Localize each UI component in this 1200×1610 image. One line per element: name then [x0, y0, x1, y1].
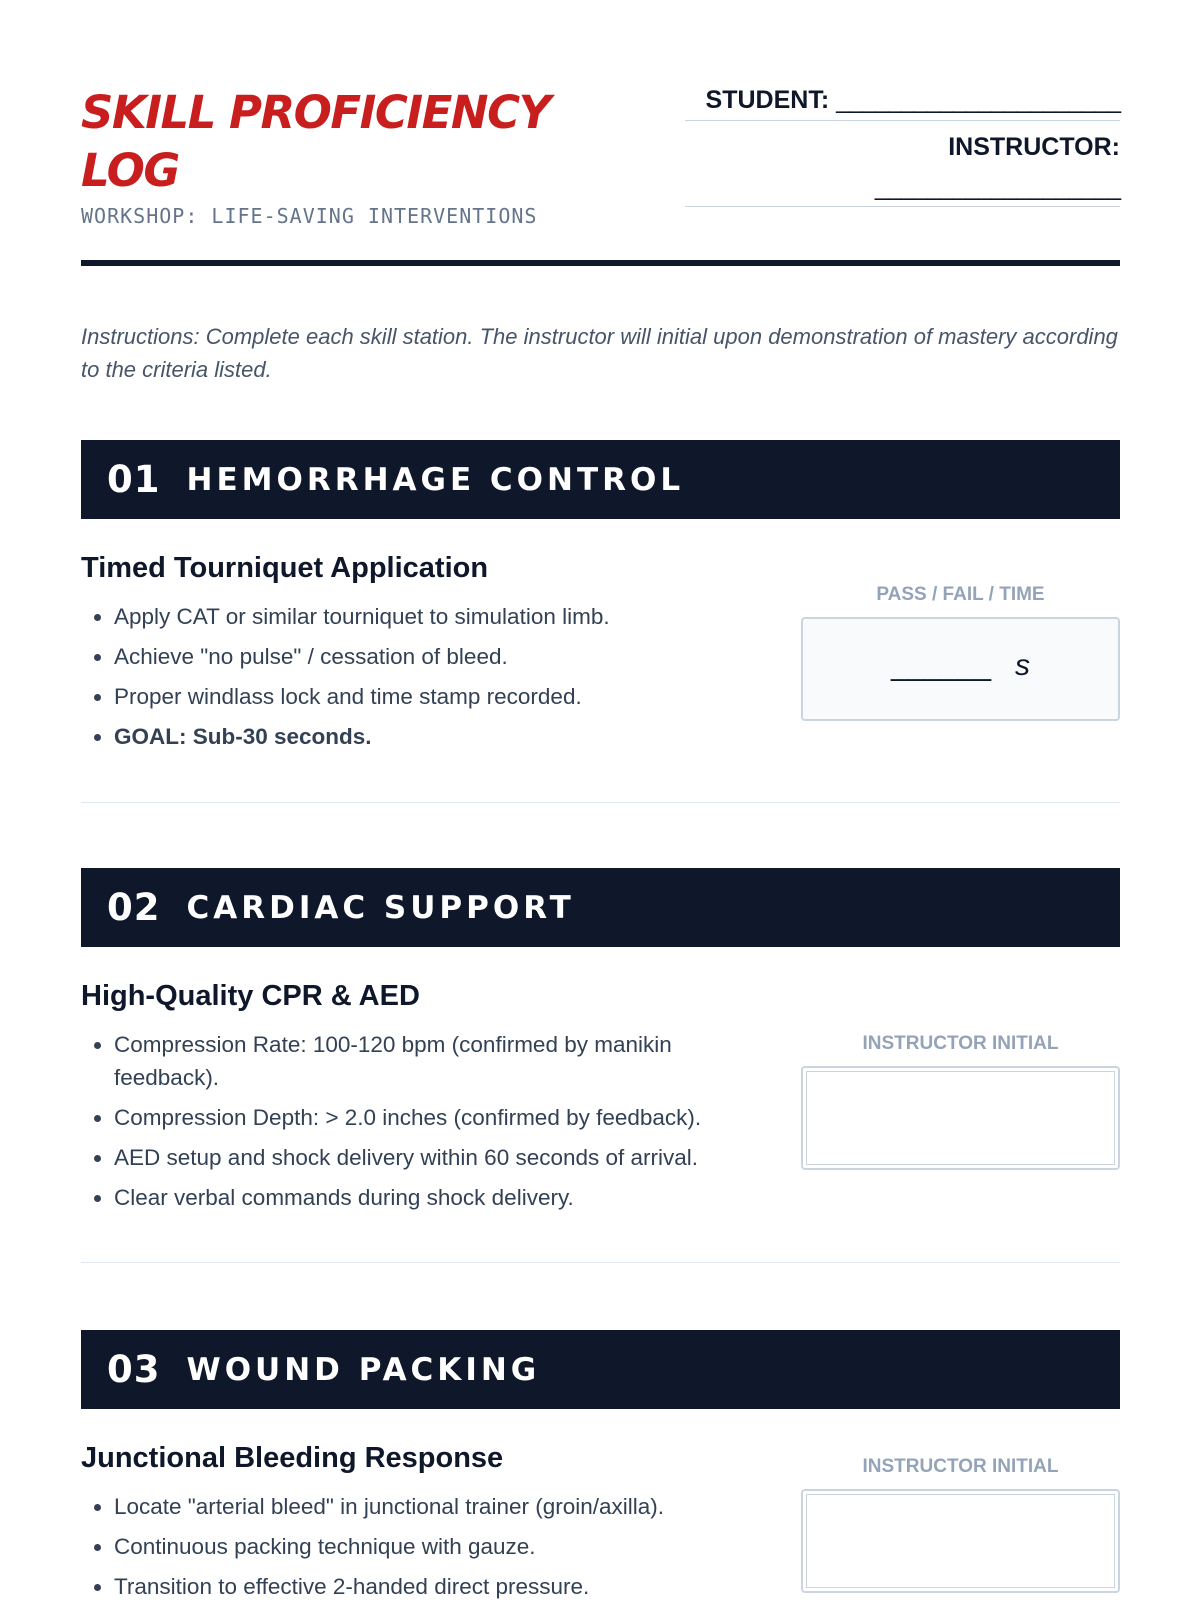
instructor-initial-box[interactable]: [801, 1489, 1120, 1593]
section-header: [81, 1330, 1120, 1409]
signature-fields: [685, 80, 1120, 207]
section-number: 03: [107, 1348, 161, 1391]
section-title: HEMORRHAGE CONTROL: [186, 461, 685, 498]
criteria-item: • Locate "arterial bleed" in junctional trainer (groin/axilla).: [114, 1490, 764, 1523]
skill-title: Timed Tourniquet Application: [81, 552, 489, 584]
pass-fail-time-box[interactable]: [801, 617, 1120, 721]
student-field[interactable]: [685, 80, 1120, 121]
initial-box-label: INSTRUCTOR INITIAL: [862, 1456, 1059, 1477]
workshop-subtitle: WORKSHOP: LIFE-SAVING INTERVENTIONS: [81, 204, 538, 228]
criteria-item: • Clear verbal commands during shock delivery.: [114, 1181, 764, 1214]
criteria-item: • Transition to effective 2-handed direct pressure.: [114, 1570, 764, 1603]
criteria-item: • AED setup and shock delivery within 60 seconds of arrival.: [114, 1141, 764, 1174]
instructor-initial-box[interactable]: [801, 1066, 1120, 1170]
section-hemorrhage-control: [81, 440, 1120, 803]
instructor-blank: ___________________: [874, 173, 1120, 201]
section-cardiac-support: [81, 868, 1120, 1263]
student-blank: ______________________: [836, 86, 1120, 114]
section-header: [81, 440, 1120, 519]
time-blank: ______: [890, 649, 992, 682]
criteria-list: [81, 1028, 764, 1221]
criteria-item: • Apply CAT or similar tourniquet to simulation limb.: [114, 600, 764, 633]
header-divider: [81, 260, 1120, 266]
section-title: WOUND PACKING: [186, 1351, 541, 1388]
section-number: 02: [107, 886, 161, 929]
instructor-label: INSTRUCTOR:: [948, 133, 1120, 161]
criteria-list: [81, 1490, 764, 1610]
instructor-field[interactable]: [685, 121, 1120, 207]
instructions-text: Instructions: Complete each skill station. The instructor will initial upon demonstration of mastery according to the criteria listed.: [81, 324, 1118, 382]
section-title: CARDIAC SUPPORT: [186, 889, 575, 926]
initial-box-group: [801, 1454, 1120, 1593]
skill-title: High-Quality CPR & AED: [81, 980, 420, 1012]
criteria-item: • Proper windlass lock and time stamp recorded.: [114, 680, 764, 713]
criteria-goal: • GOAL: Sub-30 seconds.: [114, 720, 764, 753]
criteria-item: • Compression Rate: 100-120 bpm (confirmed by manikin feedback).: [114, 1028, 764, 1094]
initial-box-group: [801, 1031, 1120, 1170]
result-box-label: PASS / FAIL / TIME: [876, 584, 1045, 605]
initial-box-label: INSTRUCTOR INITIAL: [862, 1033, 1059, 1054]
criteria-item: • Compression Depth: > 2.0 inches (confirmed by feedback).: [114, 1101, 764, 1134]
criteria-item: • Achieve "no pulse" / cessation of bleed.: [114, 640, 764, 673]
criteria-item: • Continuous packing technique with gauze.: [114, 1530, 764, 1563]
criteria-list: [81, 600, 764, 760]
section-number: 01: [107, 458, 161, 501]
section-wound-packing: [81, 1330, 1120, 1610]
log-header: [81, 80, 1120, 266]
time-unit: s: [1015, 649, 1031, 682]
student-label: STUDENT:: [705, 86, 830, 114]
time-entry: [803, 649, 1118, 683]
section-header: [81, 868, 1120, 947]
skill-title: Junctional Bleeding Response: [81, 1442, 504, 1474]
page-title: SKILL PROFICIENCY LOG: [81, 86, 550, 197]
result-box-group: [801, 582, 1120, 721]
